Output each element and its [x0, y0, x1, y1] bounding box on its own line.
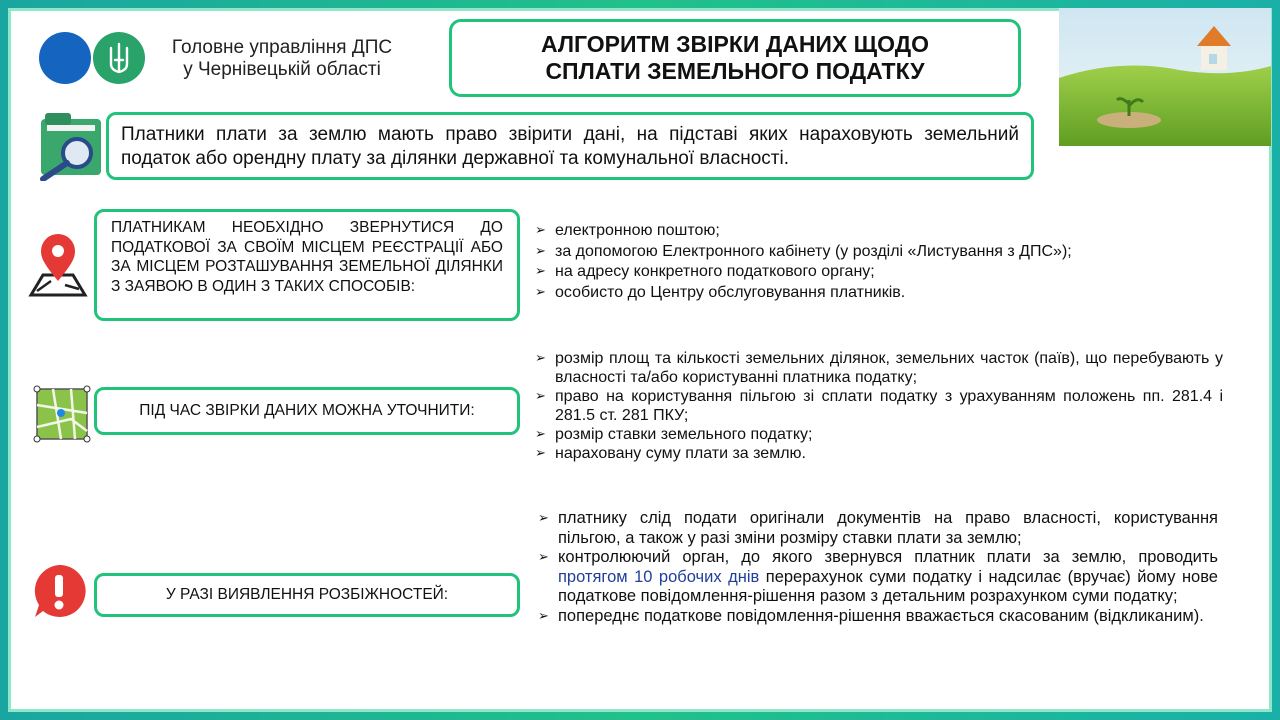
section1-label: ПЛАТНИКАМ НЕОБХІДНО ЗВЕРНУТИСЯ ДО ПОДАТКОВОЇ ЗА СВОЇМ МІСЦЕМ РЕЄСТРАЦІЇ АБО ЗА МІСЦЕМ РОЗТАШУВАННЯ ЗЕМЕЛЬНОЇ ДІЛЯНКИ З ЗАЯВОЮ В ОДИН З ТАКИХ СПОСОБІВ:	[111, 219, 503, 295]
page-title-line1: АЛГОРИТМ ЗВІРКИ ДАНИХ ЩОДО	[540, 31, 929, 57]
section3-label: У РАЗІ ВИЯВЛЕННЯ РОЗБІЖНОСТЕЙ:	[165, 586, 449, 603]
section3-list	[538, 509, 1218, 626]
org-name-line2: у Чернівецькій області	[183, 59, 381, 80]
exclamation-icon	[29, 561, 89, 626]
list-item: ➢ особисто до Центру обслуговування платників.	[535, 283, 1235, 304]
section1-list	[535, 221, 1235, 303]
list-item: ➢ розмір площ та кількості земельних ділянок, земельних часток (паїв), що перебувають у власності та/або користуванні платника податку;	[535, 349, 1223, 387]
landscape-photo	[1059, 8, 1271, 146]
list-item: ➢ на адресу конкретного податкового органу;	[535, 262, 1235, 283]
list-item	[538, 548, 1218, 607]
logo-blue-circle	[39, 32, 91, 84]
list-item: ➢ нараховану суму плати за землю.	[535, 444, 1223, 463]
section2-list	[535, 349, 1223, 463]
list-item-text: контролюючий орган, до якого звернувся платник плати за землю, проводить	[558, 548, 1218, 566]
list-item: ➢ за допомогою Електронного кабінету (у розділі «Листування з ДПС»);	[535, 242, 1235, 263]
org-name	[147, 37, 417, 81]
section2-label: ПІД ЧАС ЗВІРКИ ДАНИХ МОЖНА УТОЧНИТИ:	[139, 402, 475, 419]
page-title-line2: СПЛАТИ ЗЕМЕЛЬНОГО ПОДАТКУ	[545, 58, 925, 84]
section2-label-box	[94, 387, 520, 435]
org-name-line1: Головне управління ДПС	[171, 37, 393, 58]
intro-text-box	[106, 112, 1034, 180]
page-title	[449, 19, 1021, 97]
map-pin-icon	[25, 229, 91, 306]
folder-search-icon	[35, 109, 105, 186]
list-item: ➢ право на користування пільгою зі сплати податку з урахуванням положень пп. 281.4 і 281.5 ст. 281 ПКУ;	[535, 387, 1223, 425]
list-item: ➢ розмір ставки земельного податку;	[535, 425, 1223, 444]
list-item: ➢ попереднє податкове повідомлення-рішення вважається скасованим (відкликаним).	[538, 607, 1218, 627]
page-content	[8, 8, 1272, 712]
list-item: ➢ платнику слід подати оригінали документів на право власності, користування пільгою, а також у разі зміни розміру ставки плати за землю;	[538, 509, 1218, 548]
intro-text: Платники плати за землю мають право звірити дані, на підставі яких нараховують земельний податок або орендну плату за ділянки державної та комунальної власності.	[121, 124, 1019, 169]
land-map-icon	[31, 383, 93, 450]
section1-label-box	[94, 209, 520, 321]
list-item-text: перерахунок суми податку і надсилає (вручає) йому нове податкове повідомлення-рішення разом з детальним розрахунком суми податку;	[558, 567, 1218, 605]
list-item: ➢ електронною поштою;	[535, 221, 1235, 242]
deadline-highlight: протягом 10 робочих днів	[558, 567, 760, 586]
trident-icon	[93, 32, 145, 84]
section3-label-box	[94, 573, 520, 617]
